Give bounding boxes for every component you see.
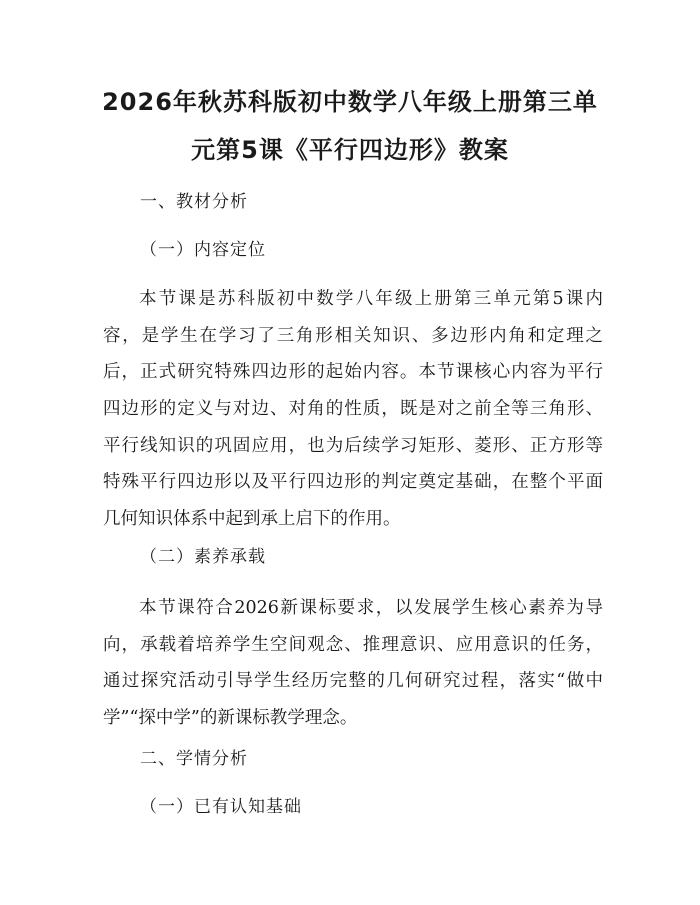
paragraph-literacy <box>103 590 603 737</box>
paragraph-line: 特殊平行四边形以及平行四边形的判定奠定基础，在整个平面 <box>103 472 603 493</box>
document-title-line-1: 2026年秋苏科版初中数学八年级上册第三单 <box>102 88 598 116</box>
subsection-heading-content-positioning: （一）内容定位 <box>140 240 266 260</box>
paragraph-line: 平行线知识的巩固应用，也为后续学习矩形、菱形、正方形等 <box>103 435 603 456</box>
document-title-line-2: 元第5课《平行四边形》教案 <box>191 136 509 164</box>
paragraph-line: 几何知识体系中起到承上启下的作用。 <box>103 509 401 530</box>
subsection-heading-literacy: （二）素养承载 <box>140 547 266 567</box>
paragraph-line: 学”“探中学”的新课标教学理念。 <box>103 708 358 729</box>
paragraph-line: 通过探究活动引导学生经历完整的几何研究过程，落实“做中 <box>103 671 603 692</box>
paragraph-line: 后，正式研究特殊四边形的起始内容。本节课核心内容为平行 <box>103 362 603 383</box>
paragraph-line: 本节课是苏科版初中数学八年级上册第三单元第5课内 <box>139 289 603 309</box>
paragraph-line: 本节课符合2026新课标要求，以发展学生核心素养为导 <box>139 598 603 618</box>
subsection-heading-prior-knowledge: （一）已有认知基础 <box>140 797 302 817</box>
section-heading-learner-analysis: 二、学情分析 <box>140 749 248 769</box>
paragraph-content-positioning <box>103 281 603 538</box>
paragraph-line: 向，承载着培养学生空间观念、推理意识、应用意识的任务， <box>103 634 603 655</box>
paragraph-line: 容，是学生在学习了三角形相关知识、多边形内角和定理之 <box>103 325 603 346</box>
paragraph-line: 四边形的定义与对边、对角的性质，既是对之前全等三角形、 <box>103 399 603 420</box>
section-heading-textbook-analysis: 一、教材分析 <box>140 192 248 212</box>
